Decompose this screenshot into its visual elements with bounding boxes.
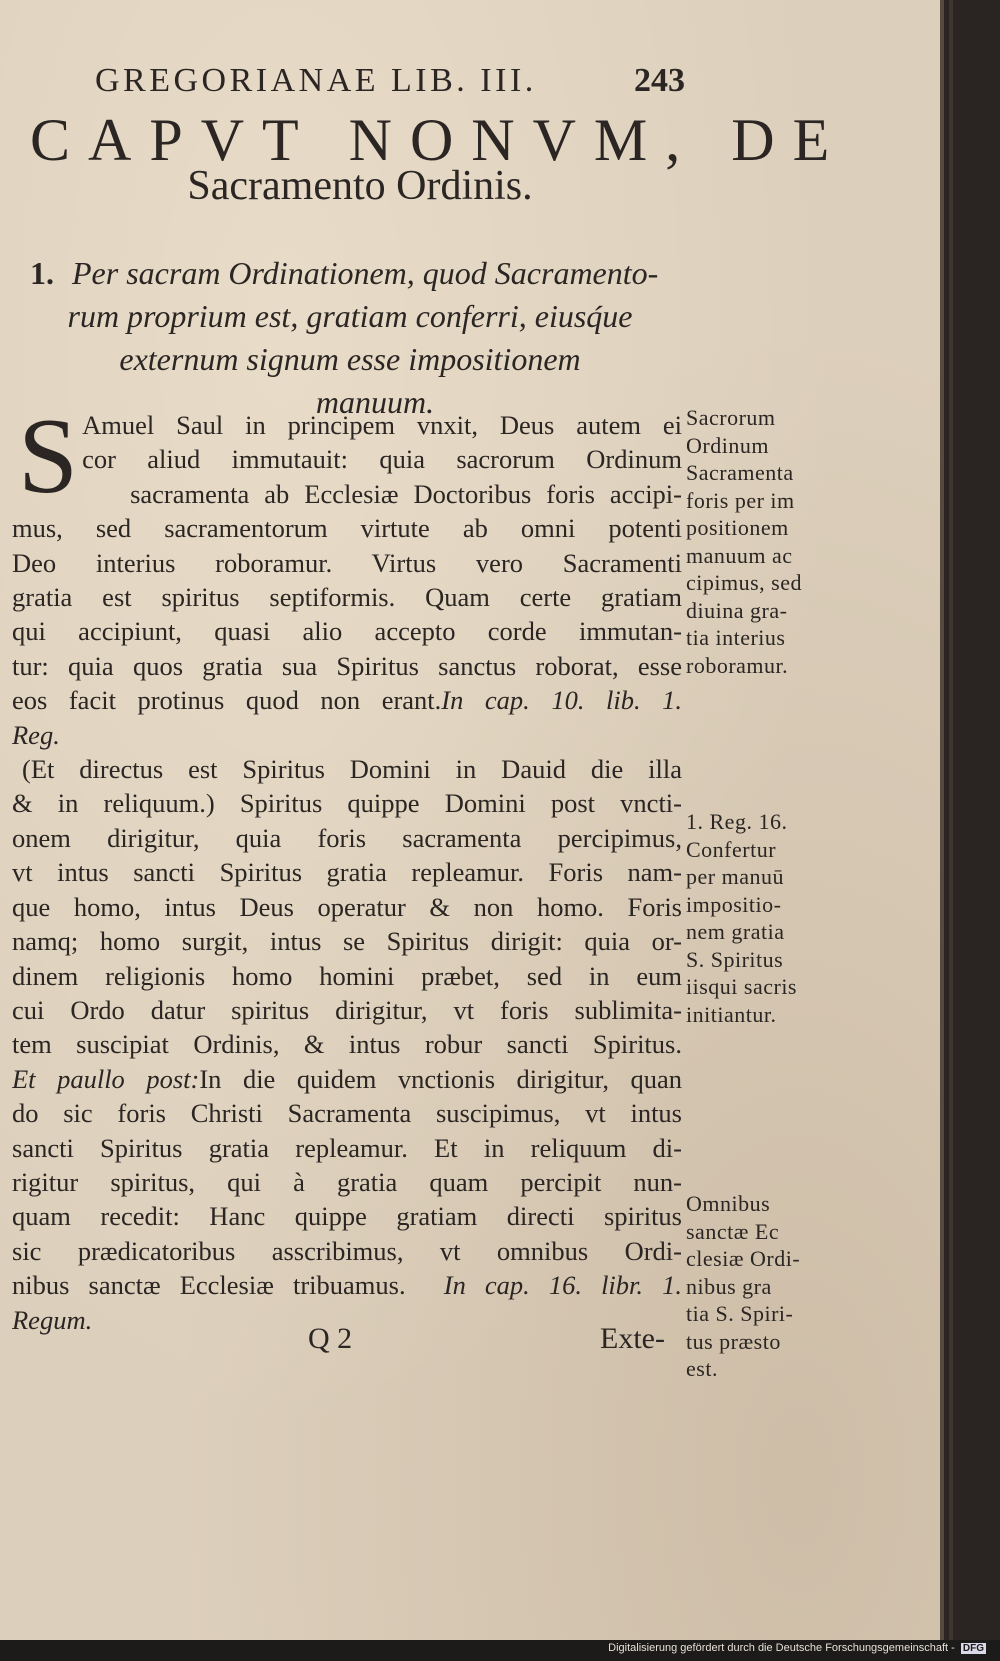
- margin-note-line: Omnibus: [686, 1191, 771, 1216]
- text-line: onem dirigitur, quia foris sacramenta percipimus,: [12, 822, 682, 853]
- page-edge-strip: [949, 0, 953, 1640]
- text-line: quam recedit: Hanc quippe gratiam directi spiritus: [12, 1201, 682, 1232]
- margin-note-line: S. Spiritus: [686, 946, 784, 972]
- text-line: sancti Spiritus gratia repleamur. Et in reliquum di-: [12, 1132, 682, 1163]
- margin-note: [686, 1190, 836, 1383]
- text-line: namq; homo surgit, intus se Spiritus dirigit: quia or-: [12, 926, 682, 957]
- margin-note-line: foris per im: [686, 487, 795, 513]
- text-line: do sic foris Christi Sacramenta suscipimus, vt intus: [12, 1098, 682, 1129]
- text-line: (Et directus est Spiritus Domini in Dauid die illa: [22, 754, 682, 785]
- citation-continued: Regum.: [12, 1304, 93, 1335]
- chapter-title: CAPVT NONVM, DE: [30, 107, 848, 173]
- margin-note-line: roboramur.: [686, 652, 789, 678]
- margin-note-line: est.: [686, 1356, 718, 1381]
- margin-note-line: per manuū: [686, 864, 784, 889]
- chapter-subtitle: Sacramento Ordinis.: [187, 163, 533, 209]
- text-segment: nibus sanctæ Ecclesiæ tribuamus.: [12, 1270, 406, 1301]
- text-line: tem suscipiat Ordinis, & intus robur sancti Spiritus.: [12, 1029, 682, 1060]
- digitization-footer: [608, 1642, 986, 1654]
- book-edge: [940, 0, 1000, 1640]
- page-edge-strip: [940, 0, 944, 1640]
- running-head: [95, 62, 685, 100]
- et-paullo-post: Et paullo post:: [12, 1063, 200, 1094]
- text-line: cui Ordo datur spiritus dirigitur, vt foris sublimita-: [12, 994, 682, 1025]
- text-line: [12, 683, 682, 717]
- text-segment: eos facit protinus quod non erant.: [12, 685, 442, 716]
- section-heading-line: [30, 252, 690, 295]
- margin-note-line: sanctæ Ec: [686, 1218, 780, 1244]
- margin-note-line: tia interius: [686, 625, 786, 650]
- section-heading-line: rum proprium est, gratiam conferri, eiusq́ue: [67, 298, 633, 334]
- section-heading: [30, 252, 690, 424]
- text-line: sacramenta ab Ecclesiæ Doctoribus foris accipi-: [130, 478, 682, 509]
- text-segment: In die quidem vnctionis dirigitur, quan: [199, 1063, 682, 1094]
- margin-note-line: initiantur.: [686, 1001, 777, 1027]
- text-line: Amuel Saul in principem vnxit, Deus autem ei: [82, 410, 682, 440]
- section-heading-text: Per sacram Ordinationem, quod Sacramento-: [72, 255, 659, 291]
- section-number: 1.: [30, 255, 54, 291]
- margin-note-line: Sacramenta: [686, 460, 794, 485]
- text-line: tur: quia quos gratia sua Spiritus sanctus roborat, esse: [12, 650, 682, 681]
- dfg-logo: DFG: [962, 1643, 984, 1654]
- margin-note-line: manuum ac: [686, 542, 793, 568]
- citation: In cap. 10. lib. 1.: [441, 685, 682, 716]
- signature-mark: Q 2: [308, 1322, 353, 1355]
- text-line: mus, sed sacramentorum virtute ab omni potenti: [12, 513, 682, 544]
- text-line: & in reliquum.) Spiritus quippe Domini post vncti-: [12, 788, 682, 819]
- running-head-title: GREGORIANAE LIB. III.: [95, 62, 537, 99]
- text-line: sic prædicatoribus asscribimus, vt omnibus Ordi-: [12, 1235, 682, 1266]
- text-line: Deo interius roboramur. Virtus vero Sacramenti: [12, 547, 682, 578]
- margin-note-line: Sacrorum: [686, 405, 776, 430]
- text-line: que homo, intus Deus operatur & non homo. Foris: [12, 891, 682, 922]
- section-heading-line: manuum.: [315, 384, 435, 420]
- margin-note-line: iisqui sacris: [686, 974, 797, 999]
- text-line: [12, 1062, 682, 1096]
- margin-note: [686, 808, 836, 1028]
- margin-note-line: tus præsto: [686, 1328, 781, 1354]
- margin-note-line: nibus gra: [686, 1273, 772, 1299]
- text-line: cor aliud immutauit: quia sacrorum Ordinum: [82, 444, 682, 475]
- margin-note-line: positionem: [686, 515, 789, 540]
- catchword: Exte-: [600, 1322, 665, 1355]
- margin-note-line: clesiæ Ordi-: [686, 1246, 801, 1271]
- footer-text: Digitalisierung gefördert durch die Deutsche Forschungsgemeinschaft -: [608, 1642, 955, 1654]
- text-line: dinem religionis homo homini præbet, sed in eum: [12, 960, 682, 991]
- text-line: [12, 1268, 682, 1302]
- page-number: 243: [634, 62, 685, 99]
- margin-note: [686, 404, 836, 679]
- text-line: rigitur spiritus, qui à gratia quam percipit nun-: [12, 1166, 682, 1197]
- text-line: vt intus sancti Spiritus gratia repleamur. Foris nam-: [12, 857, 682, 888]
- text-line: gratia est spiritus septiformis. Quam certe gratiam: [12, 582, 682, 613]
- margin-note-line: Ordinum: [686, 432, 769, 458]
- margin-note-line: cipimus, sed: [686, 570, 802, 595]
- citation: In cap. 16. libr. 1.: [443, 1270, 682, 1301]
- drop-cap: S: [18, 397, 79, 516]
- citation-continued: Reg.: [12, 719, 60, 750]
- section-heading-line: externum signum esse impositionem: [119, 341, 581, 377]
- margin-note-line: tia S. Spiri-: [686, 1301, 794, 1326]
- margin-note-line: impositio-: [686, 891, 782, 917]
- margin-note-line: Confertur: [686, 836, 777, 862]
- margin-note-line: diuina gra-: [686, 597, 788, 623]
- margin-note-line: 1. Reg. 16.: [686, 809, 788, 834]
- text-line: qui accipiunt, quasi alio accepto corde immutan-: [12, 616, 682, 647]
- margin-note-line: nem gratia: [686, 919, 785, 944]
